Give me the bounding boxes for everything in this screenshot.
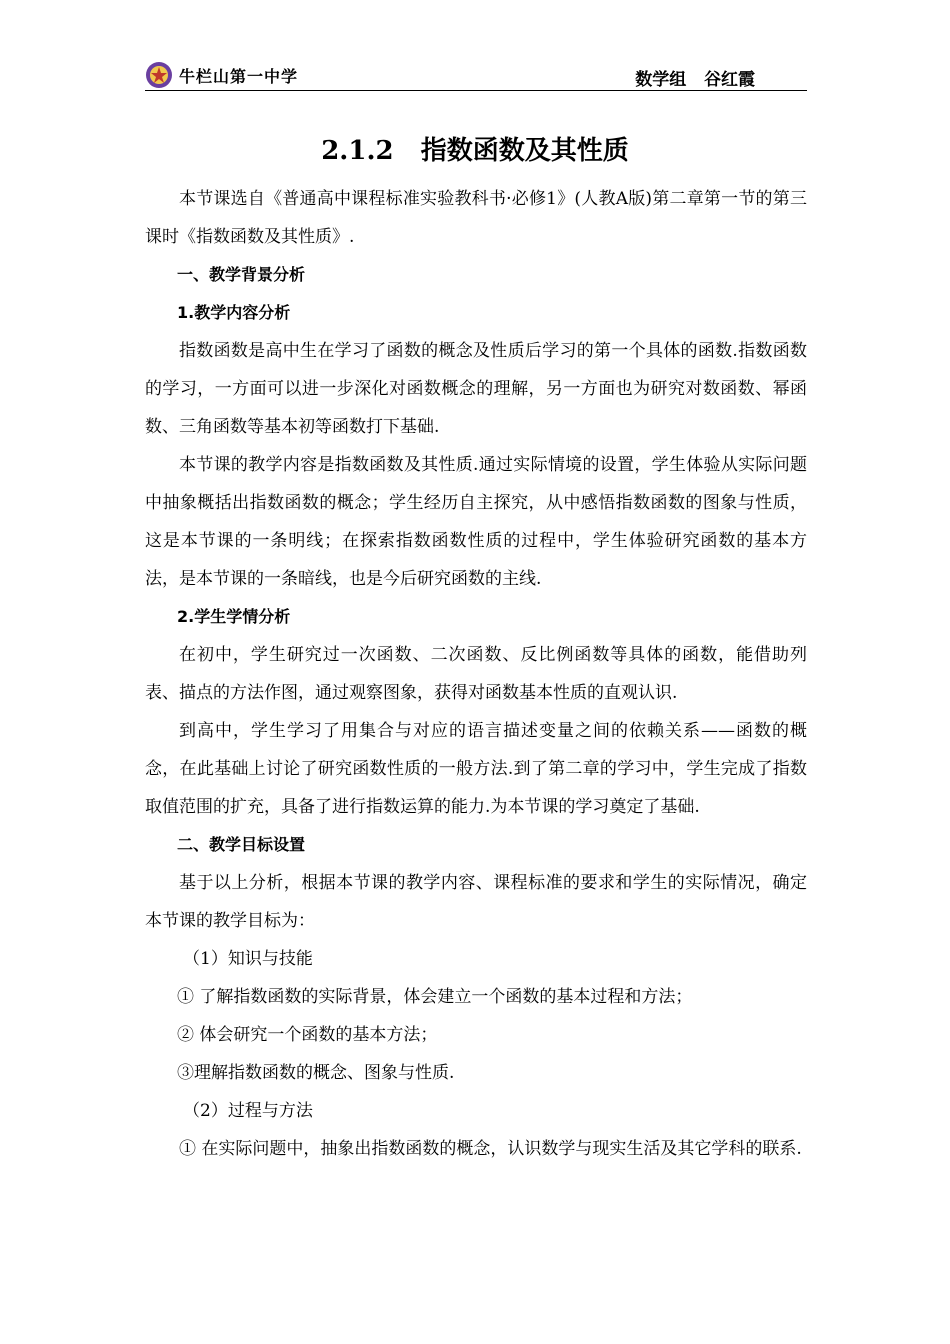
paragraph: 到高中，学生学习了用集合与对应的语言描述变量之间的依赖关系——函数的概念，在此基础上讨论了研究函数性质的一般方法.到了第二章的学习中，学生完成了指数取值范围的扩充，具备了进行指数运算的能力.为本节课的学习奠定了基础. (145, 721, 807, 817)
paragraph: 在初中，学生研究过一次函数、二次函数、反比例函数等具体的函数，能借助列表、描点的方法作图，通过观察图象，获得对函数基本性质的直观认识. (145, 645, 807, 703)
page-header (145, 58, 807, 91)
objective-heading: （2）过程与方法 (183, 1101, 313, 1121)
paragraph: ① 在实际问题中，抽象出指数函数的概念，认识数学与现实生活及其它学科的联系. (179, 1139, 802, 1159)
section-heading: 二、教学目标设置 (177, 835, 306, 854)
paragraph: 指数函数是高中生在学习了函数的概念及性质后学习的第一个具体的函数.指数函数的学习，一方面可以进一步深化对函数概念的理解，另一方面也为研究对数函数、幂函数、三角函数等基本初等函数打下基础. (145, 341, 807, 437)
subsection-heading: 1.教学内容分析 (177, 303, 291, 322)
subsection-heading: 2.学生学情分析 (177, 607, 291, 626)
document-body (145, 180, 807, 1168)
paragraph: 本节课的教学内容是指数函数及其性质.通过实际情境的设置，学生体验从实际问题中抽象概括出指数函数的概念；学生经历自主探究，从中感悟指数函数的图象与性质，这是本节课的一条明线；在探索指数函数性质的过程中，学生体验研究函数的基本方法，是本节课的一条暗线，也是今后研究函数的主线. (145, 455, 807, 589)
school-name: 牛栏山第一中学 (179, 67, 299, 86)
section-heading: 一、教学背景分析 (177, 265, 306, 284)
document-title: 2.1.2 指数函数及其性质 (321, 136, 629, 166)
paragraph: 基于以上分析，根据本节课的教学内容、课程标准的要求和学生的实际情况，确定本节课的教学目标为： (145, 873, 807, 931)
list-item: ① 了解指数函数的实际背景，体会建立一个函数的基本过程和方法； (177, 987, 693, 1007)
intro-paragraph: 本节课选自《普通高中课程标准实验教科书·必修1》(人教A版)第二章第一节的第三课时《指数函数及其性质》. (145, 189, 807, 247)
list-item: ② 体会研究一个函数的基本方法； (177, 1025, 438, 1045)
list-item: ③理解指数函数的概念、图象与性质. (177, 1063, 455, 1083)
objective-heading: （1）知识与技能 (183, 949, 313, 969)
author-label: 数学组 谷红霞 (635, 70, 755, 90)
school-logo-icon (145, 61, 173, 89)
